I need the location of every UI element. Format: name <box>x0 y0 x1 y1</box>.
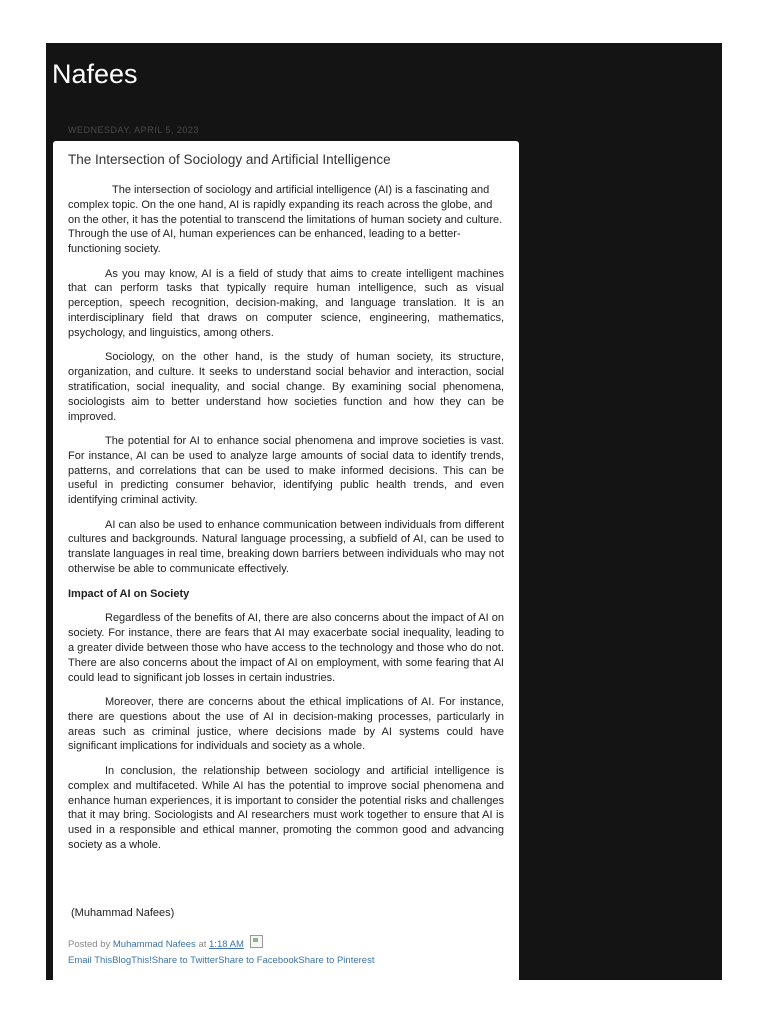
at-label: at <box>198 939 207 950</box>
byline <box>68 935 374 953</box>
email-this-link[interactable]: Email This <box>68 955 113 966</box>
post-timestamp-link[interactable]: 1:18 AM <box>209 939 244 950</box>
post-body <box>68 183 504 853</box>
post-paragraph: Sociology, on the other hand, is the study of human society, its structure, organization, and culture. It seeks to understand social behavior and interaction, social stratification, social inequality, and social change. By examining social phenomena, sociologists aim to better understand how societies function and how they can be improved. <box>68 351 504 423</box>
share-twitter-link[interactable]: Share to Twitter <box>151 955 219 966</box>
post-footer <box>68 935 374 969</box>
post-paragraph: As you may know, AI is a field of study that aims to create intelligent machines that can perform tasks that typically require human intelligence, such as visual perception, speech recognition, decision-making, and language translation. It is an interdisciplinary field that draws on computer science, engineering, mathematics, psychology, and linguistics, among others. <box>68 267 504 339</box>
blog-title[interactable]: Nafees <box>52 59 138 89</box>
post-subheading: Impact of AI on Society <box>68 587 190 600</box>
post-paragraph: The intersection of sociology and artificial intelligence (AI) is a fascinating and complex topic. On the one hand, AI is rapidly expanding its reach across the globe, and on the other, it has the potential to transcend the limitations of human society and culture. Through the use of AI, human experiences can be enhanced, leading to a better-functioning society. <box>68 184 503 256</box>
post-title[interactable]: The Intersection of Sociology and Artificial Intelligence <box>68 152 391 167</box>
blogthis-link[interactable]: BlogThis! <box>112 955 152 966</box>
author-link[interactable]: Muhammad Nafees <box>112 939 196 950</box>
post-paragraph: In conclusion, the relationship between sociology and artificial intelligence is complex and multifaceted. While AI has the potential to improve social phenomena and enhance human experiences, it is important to consider the potential risks and challenges that it may bring. Sociologists and AI researchers must work together to ensure that AI is used in a responsible and ethical manner, promoting the common good and advancing society as a whole. <box>68 764 504 851</box>
post-paragraph: Moreover, there are concerns about the ethical implications of AI. For instance, there are questions about the use of AI in decision-making processes, particularly in areas such as criminal justice, where decisions made by AI systems could have significant implications for individuals and society as a whole. <box>68 696 504 753</box>
share-buttons <box>68 953 374 969</box>
date-header: WEDNESDAY, APRIL 5, 2023 <box>68 125 199 135</box>
post <box>53 141 519 980</box>
share-pinterest-link[interactable]: Share to Pinterest <box>298 955 375 966</box>
broken-image-icon[interactable] <box>250 935 263 948</box>
post-paragraph: Regardless of the benefits of AI, there are also concerns about the impact of AI on society. For instance, there are fears that AI may exacerbate social inequality, leading to a greater divide between those who have access to the technology and those who do not. There are also concerns about the impact of AI on employment, with some fearing that AI could lead to significant job losses in certain industries. <box>68 612 505 684</box>
blog-page <box>46 43 722 980</box>
post-paragraph: The potential for AI to enhance social phenomena and improve societies is vast. For instance, AI can be used to analyze large amounts of social data to identify trends, patterns, and correlations that can be used to make informed decisions. This can be useful in predicting consumer behavior, identifying public health trends, and even identifying criminal activity. <box>68 435 504 507</box>
share-facebook-link[interactable]: Share to Facebook <box>218 955 299 966</box>
posted-by-label: Posted by <box>68 939 111 950</box>
post-signature: (Muhammad Nafees) <box>71 907 175 919</box>
post-paragraph: AI can also be used to enhance communication between individuals from different cultures and backgrounds. Natural language processing, a subfield of AI, can be used to translate languages in real time, breaking down barriers between individuals who may not otherwise be able to communicate effectively. <box>68 518 504 576</box>
